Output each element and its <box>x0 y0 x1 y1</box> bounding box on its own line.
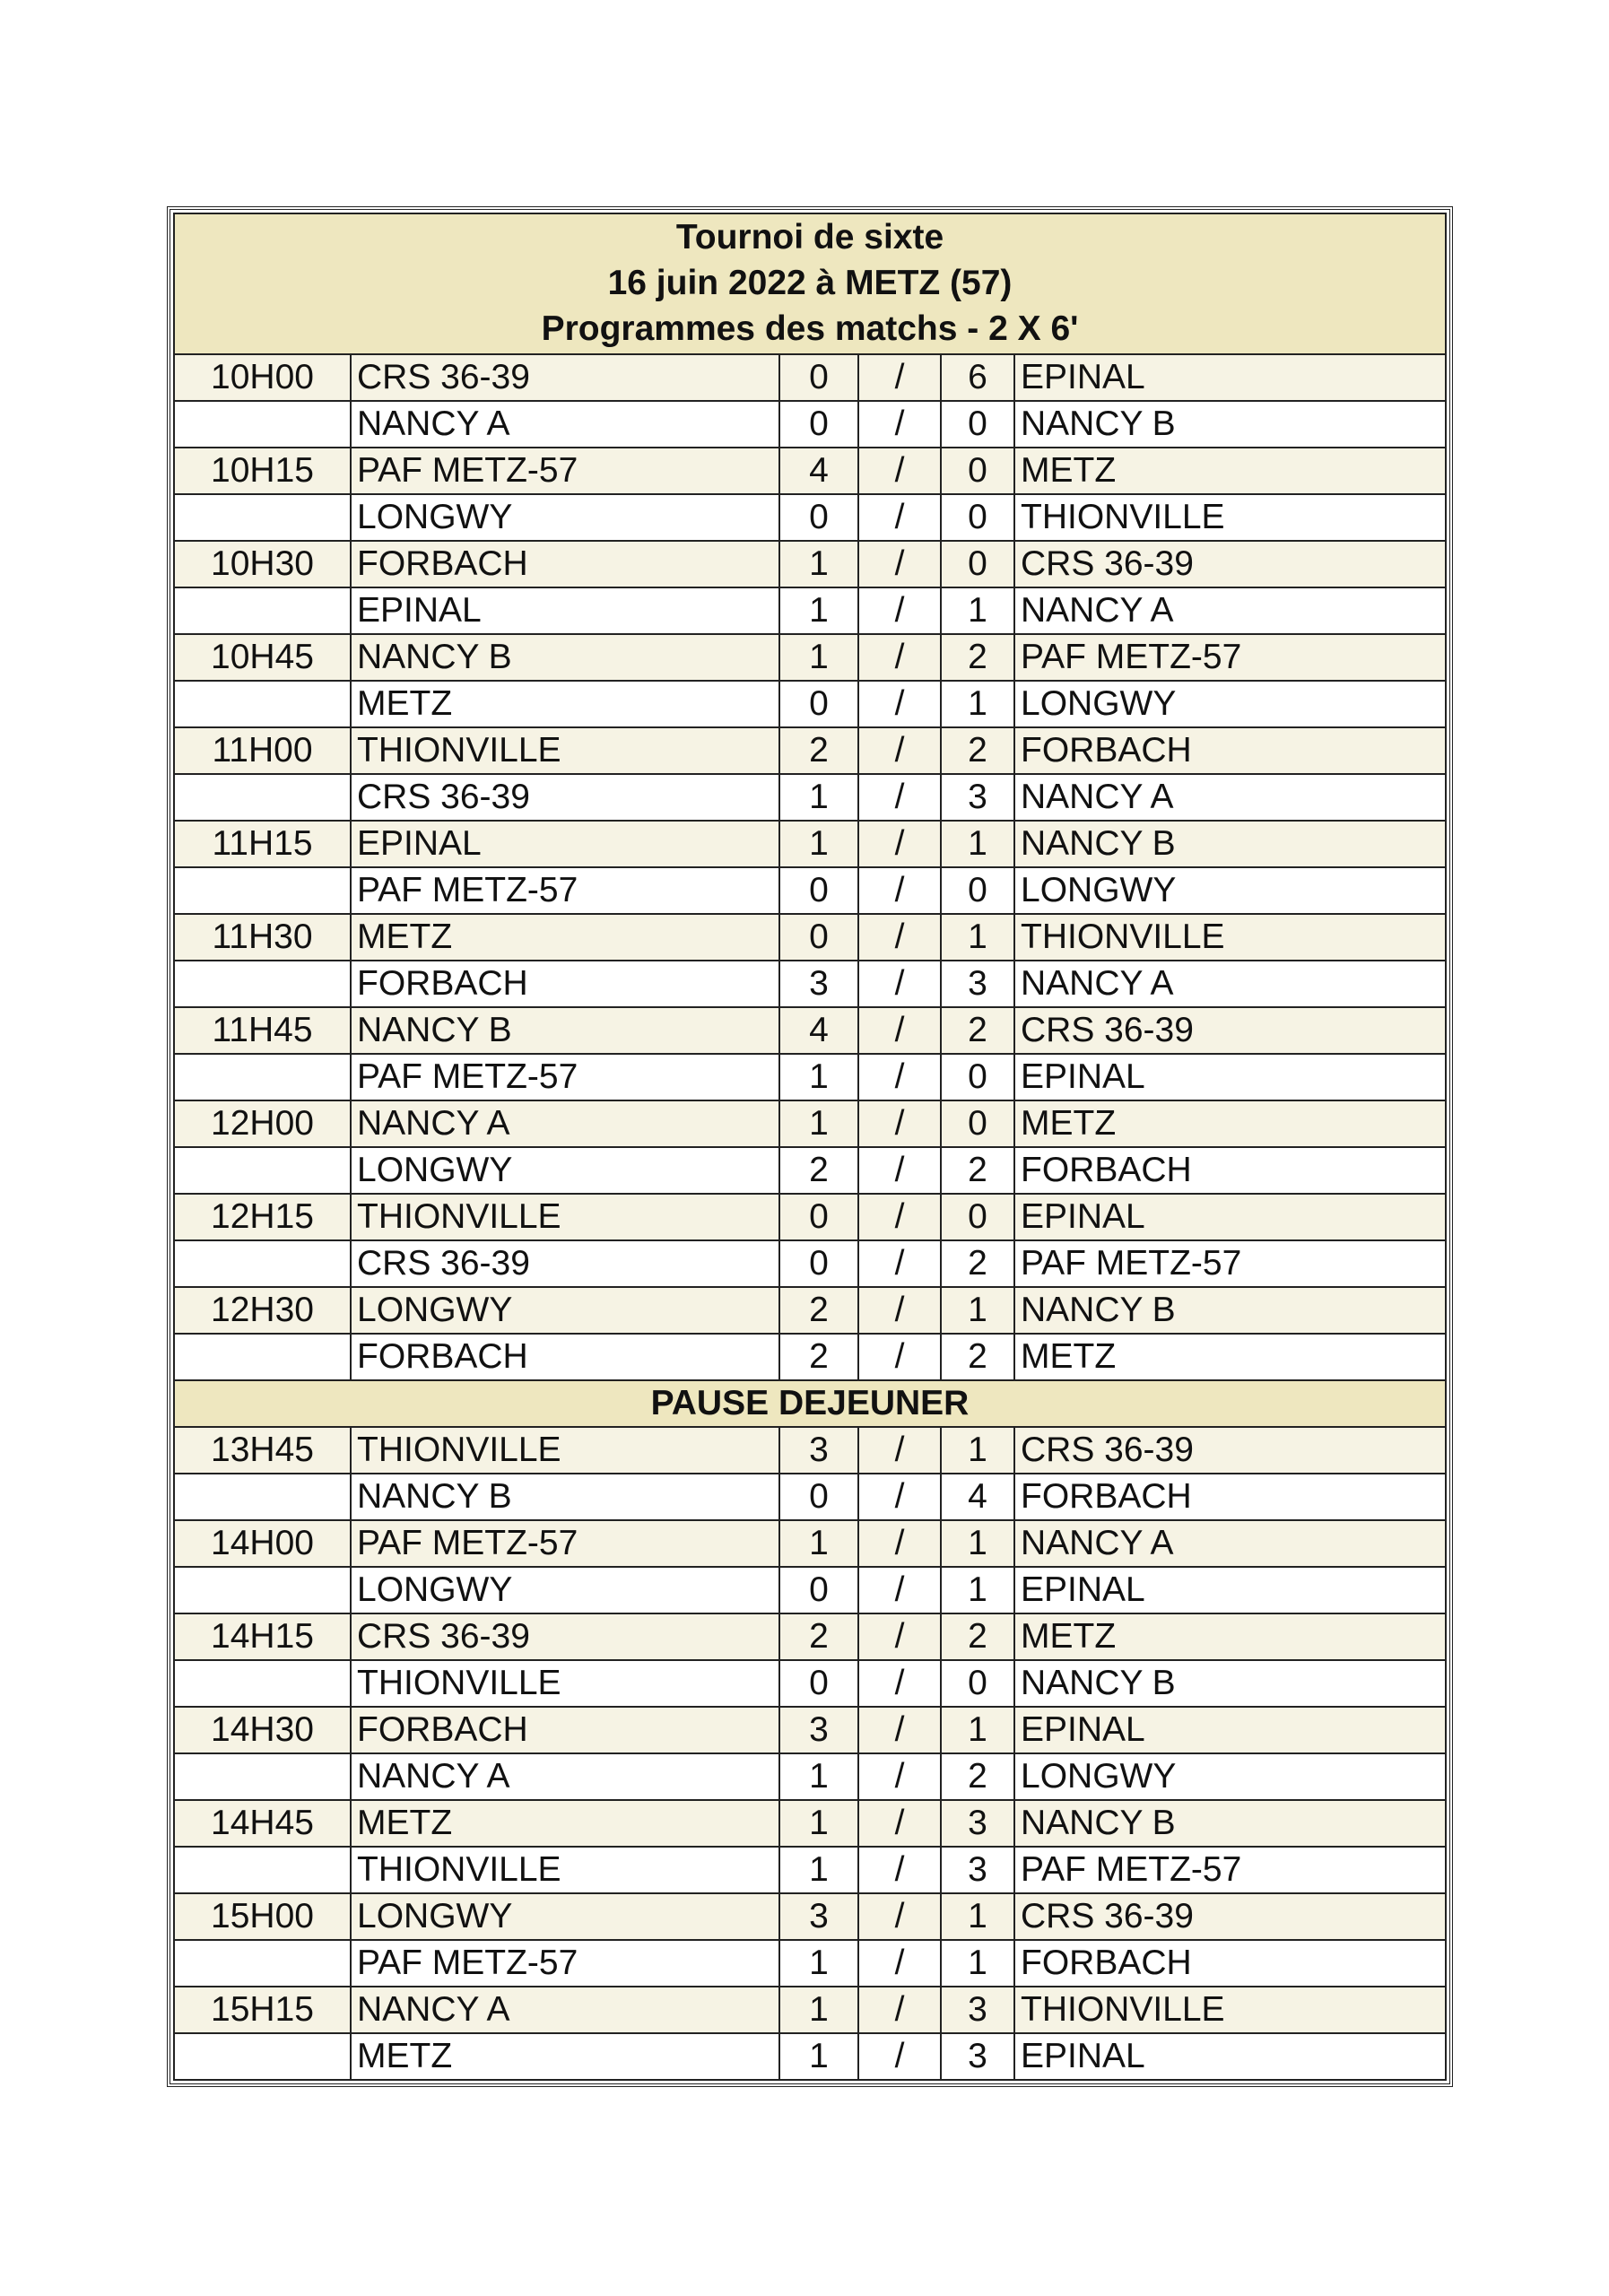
table-row <box>174 1100 1446 1147</box>
home-score: 0 <box>779 1474 858 1520</box>
away-score: 1 <box>941 821 1014 867</box>
table-row <box>174 587 1446 634</box>
home-score: 0 <box>779 354 858 401</box>
match-time: 14H15 <box>174 1613 351 1660</box>
table-row <box>174 1800 1446 1847</box>
score-separator: / <box>858 587 941 634</box>
away-team: THIONVILLE <box>1014 914 1446 961</box>
score-separator: / <box>858 1567 941 1613</box>
score-separator: / <box>858 1427 941 1474</box>
score-separator: / <box>858 774 941 821</box>
match-time: 10H15 <box>174 448 351 494</box>
away-team: CRS 36-39 <box>1014 541 1446 587</box>
home-score: 2 <box>779 727 858 774</box>
away-team: EPINAL <box>1014 1194 1446 1240</box>
home-score: 0 <box>779 494 858 541</box>
score-separator: / <box>858 961 941 1007</box>
table-row <box>174 2033 1446 2080</box>
home-score: 1 <box>779 1987 858 2033</box>
table-header <box>174 213 1446 354</box>
score-separator: / <box>858 821 941 867</box>
home-team: FORBACH <box>351 1707 779 1753</box>
home-score: 0 <box>779 681 858 727</box>
away-score: 2 <box>941 727 1014 774</box>
score-separator: / <box>858 541 941 587</box>
away-score: 1 <box>941 914 1014 961</box>
table-row <box>174 541 1446 587</box>
home-score: 0 <box>779 401 858 448</box>
home-team: FORBACH <box>351 541 779 587</box>
table-row <box>174 1474 1446 1520</box>
score-separator: / <box>858 448 941 494</box>
match-time: 13H45 <box>174 1427 351 1474</box>
match-time: 10H00 <box>174 354 351 401</box>
match-time: 15H15 <box>174 1987 351 2033</box>
away-score: 0 <box>941 1100 1014 1147</box>
away-team: EPINAL <box>1014 1054 1446 1100</box>
away-score: 4 <box>941 1474 1014 1520</box>
away-score: 0 <box>941 448 1014 494</box>
away-team: CRS 36-39 <box>1014 1007 1446 1054</box>
home-score: 1 <box>779 541 858 587</box>
away-team: NANCY B <box>1014 821 1446 867</box>
away-score: 1 <box>941 1893 1014 1940</box>
score-separator: / <box>858 1987 941 2033</box>
table-row <box>174 681 1446 727</box>
away-score: 2 <box>941 1147 1014 1194</box>
home-team: NANCY B <box>351 1007 779 1054</box>
pause-label: PAUSE DEJEUNER <box>174 1380 1446 1427</box>
away-team: NANCY B <box>1014 1800 1446 1847</box>
home-team: LONGWY <box>351 1147 779 1194</box>
home-score: 1 <box>779 1520 858 1567</box>
table-row <box>174 1987 1446 2033</box>
score-separator: / <box>858 1753 941 1800</box>
table-row <box>174 354 1446 401</box>
home-score: 3 <box>779 961 858 1007</box>
score-separator: / <box>858 681 941 727</box>
score-separator: / <box>858 1147 941 1194</box>
score-separator: / <box>858 1007 941 1054</box>
away-score: 2 <box>941 1613 1014 1660</box>
away-team: NANCY B <box>1014 1660 1446 1707</box>
away-team: LONGWY <box>1014 867 1446 914</box>
away-team: CRS 36-39 <box>1014 1893 1446 1940</box>
home-team: FORBACH <box>351 1334 779 1380</box>
away-score: 1 <box>941 587 1014 634</box>
schedule-sheet <box>167 206 1453 2087</box>
home-team: EPINAL <box>351 821 779 867</box>
away-score: 1 <box>941 1520 1014 1567</box>
away-score: 1 <box>941 681 1014 727</box>
table-row <box>174 1660 1446 1707</box>
home-team: NANCY A <box>351 1987 779 2033</box>
home-score: 0 <box>779 1567 858 1613</box>
away-team: METZ <box>1014 1100 1446 1147</box>
score-separator: / <box>858 2033 941 2080</box>
away-team: PAF METZ-57 <box>1014 1240 1446 1287</box>
match-time: 11H15 <box>174 821 351 867</box>
match-time: 15H00 <box>174 1893 351 1940</box>
match-schedule-table <box>173 213 1447 2081</box>
table-row <box>174 1334 1446 1380</box>
home-score: 1 <box>779 1753 858 1800</box>
away-team: FORBACH <box>1014 1940 1446 1987</box>
table-row <box>174 1240 1446 1287</box>
home-score: 4 <box>779 1007 858 1054</box>
score-separator: / <box>858 1474 941 1520</box>
table-row <box>174 1194 1446 1240</box>
away-team: LONGWY <box>1014 681 1446 727</box>
away-score: 3 <box>941 1987 1014 2033</box>
away-team: PAF METZ-57 <box>1014 1847 1446 1893</box>
away-team: NANCY A <box>1014 587 1446 634</box>
match-time <box>174 1334 351 1380</box>
match-time <box>174 961 351 1007</box>
away-team: NANCY A <box>1014 774 1446 821</box>
score-separator: / <box>858 1054 941 1100</box>
table-row <box>174 1427 1446 1474</box>
table-row <box>174 1520 1446 1567</box>
home-team: METZ <box>351 681 779 727</box>
match-time: 14H00 <box>174 1520 351 1567</box>
away-team: FORBACH <box>1014 1474 1446 1520</box>
home-score: 3 <box>779 1893 858 1940</box>
away-score: 3 <box>941 1800 1014 1847</box>
score-separator: / <box>858 1194 941 1240</box>
home-team: METZ <box>351 1800 779 1847</box>
score-separator: / <box>858 1707 941 1753</box>
away-team: PAF METZ-57 <box>1014 634 1446 681</box>
away-team: NANCY B <box>1014 401 1446 448</box>
table-row <box>174 914 1446 961</box>
away-score: 3 <box>941 2033 1014 2080</box>
match-time: 11H00 <box>174 727 351 774</box>
match-time: 10H30 <box>174 541 351 587</box>
home-team: NANCY B <box>351 634 779 681</box>
home-team: CRS 36-39 <box>351 1613 779 1660</box>
table-row <box>174 1753 1446 1800</box>
home-team: LONGWY <box>351 1567 779 1613</box>
table-row <box>174 867 1446 914</box>
score-separator: / <box>858 1613 941 1660</box>
match-time: 10H45 <box>174 634 351 681</box>
home-score: 1 <box>779 1054 858 1100</box>
home-score: 1 <box>779 2033 858 2080</box>
away-team: EPINAL <box>1014 354 1446 401</box>
match-time <box>174 2033 351 2080</box>
away-team: THIONVILLE <box>1014 494 1446 541</box>
match-time <box>174 1567 351 1613</box>
table-row <box>174 1007 1446 1054</box>
home-score: 1 <box>779 634 858 681</box>
home-team: CRS 36-39 <box>351 774 779 821</box>
home-team: PAF METZ-57 <box>351 1054 779 1100</box>
home-team: THIONVILLE <box>351 1194 779 1240</box>
away-team: NANCY A <box>1014 961 1446 1007</box>
match-time <box>174 1847 351 1893</box>
score-separator: / <box>858 1240 941 1287</box>
match-time <box>174 587 351 634</box>
away-team: METZ <box>1014 1613 1446 1660</box>
home-score: 0 <box>779 1660 858 1707</box>
away-score: 0 <box>941 1054 1014 1100</box>
away-team: NANCY B <box>1014 1287 1446 1334</box>
match-time <box>174 1753 351 1800</box>
match-time <box>174 494 351 541</box>
away-score: 1 <box>941 1940 1014 1987</box>
home-team: NANCY A <box>351 1100 779 1147</box>
away-team: THIONVILLE <box>1014 1987 1446 2033</box>
match-time: 11H45 <box>174 1007 351 1054</box>
table-row <box>174 1287 1446 1334</box>
score-separator: / <box>858 867 941 914</box>
table-row <box>174 1893 1446 1940</box>
match-time <box>174 1054 351 1100</box>
score-separator: / <box>858 1847 941 1893</box>
match-time: 12H15 <box>174 1194 351 1240</box>
home-score: 0 <box>779 1194 858 1240</box>
match-time: 14H30 <box>174 1707 351 1753</box>
pause-row <box>174 1380 1446 1427</box>
away-team: METZ <box>1014 448 1446 494</box>
match-time: 12H00 <box>174 1100 351 1147</box>
home-team: THIONVILLE <box>351 1660 779 1707</box>
match-time <box>174 681 351 727</box>
home-score: 2 <box>779 1334 858 1380</box>
away-score: 0 <box>941 1194 1014 1240</box>
away-score: 0 <box>941 494 1014 541</box>
away-score: 3 <box>941 1847 1014 1893</box>
home-team: NANCY A <box>351 401 779 448</box>
away-score: 3 <box>941 774 1014 821</box>
away-score: 2 <box>941 1334 1014 1380</box>
away-score: 0 <box>941 1660 1014 1707</box>
home-score: 4 <box>779 448 858 494</box>
home-score: 1 <box>779 1940 858 1987</box>
score-separator: / <box>858 1287 941 1334</box>
score-separator: / <box>858 401 941 448</box>
away-score: 1 <box>941 1287 1014 1334</box>
home-team: LONGWY <box>351 1893 779 1940</box>
match-time <box>174 774 351 821</box>
away-team: NANCY A <box>1014 1520 1446 1567</box>
home-score: 2 <box>779 1287 858 1334</box>
away-team: CRS 36-39 <box>1014 1427 1446 1474</box>
table-row <box>174 1054 1446 1100</box>
away-team: METZ <box>1014 1334 1446 1380</box>
table-row <box>174 494 1446 541</box>
match-time <box>174 1147 351 1194</box>
score-separator: / <box>858 1334 941 1380</box>
home-score: 0 <box>779 867 858 914</box>
score-separator: / <box>858 1520 941 1567</box>
home-team: FORBACH <box>351 961 779 1007</box>
match-time <box>174 867 351 914</box>
home-team: CRS 36-39 <box>351 354 779 401</box>
home-score: 2 <box>779 1147 858 1194</box>
table-row <box>174 1940 1446 1987</box>
away-score: 2 <box>941 1753 1014 1800</box>
table-row <box>174 1147 1446 1194</box>
table-row <box>174 1613 1446 1660</box>
home-score: 1 <box>779 587 858 634</box>
table-row <box>174 401 1446 448</box>
match-time: 14H45 <box>174 1800 351 1847</box>
away-score: 2 <box>941 1007 1014 1054</box>
away-score: 0 <box>941 401 1014 448</box>
home-score: 1 <box>779 774 858 821</box>
home-team: LONGWY <box>351 1287 779 1334</box>
header-row <box>174 213 1446 354</box>
home-score: 1 <box>779 821 858 867</box>
away-team: LONGWY <box>1014 1753 1446 1800</box>
score-separator: / <box>858 494 941 541</box>
score-separator: / <box>858 354 941 401</box>
away-team: EPINAL <box>1014 1567 1446 1613</box>
score-separator: / <box>858 1940 941 1987</box>
table-row <box>174 774 1446 821</box>
table-row <box>174 961 1446 1007</box>
away-score: 3 <box>941 961 1014 1007</box>
home-score: 1 <box>779 1847 858 1893</box>
table-row <box>174 448 1446 494</box>
home-team: PAF METZ-57 <box>351 1940 779 1987</box>
home-score: 1 <box>779 1100 858 1147</box>
schedule-body <box>174 213 1446 2080</box>
score-separator: / <box>858 727 941 774</box>
home-team: CRS 36-39 <box>351 1240 779 1287</box>
home-team: METZ <box>351 914 779 961</box>
home-team: PAF METZ-57 <box>351 867 779 914</box>
away-team: FORBACH <box>1014 1147 1446 1194</box>
home-team: THIONVILLE <box>351 1427 779 1474</box>
table-row <box>174 821 1446 867</box>
away-score: 2 <box>941 634 1014 681</box>
home-team: PAF METZ-57 <box>351 448 779 494</box>
match-time: 12H30 <box>174 1287 351 1334</box>
table-row <box>174 727 1446 774</box>
home-team: METZ <box>351 2033 779 2080</box>
away-score: 6 <box>941 354 1014 401</box>
score-separator: / <box>858 1100 941 1147</box>
home-team: THIONVILLE <box>351 1847 779 1893</box>
away-score: 2 <box>941 1240 1014 1287</box>
home-score: 3 <box>779 1707 858 1753</box>
away-team: FORBACH <box>1014 727 1446 774</box>
home-score: 2 <box>779 1613 858 1660</box>
home-score: 3 <box>779 1427 858 1474</box>
away-score: 1 <box>941 1707 1014 1753</box>
home-score: 1 <box>779 1800 858 1847</box>
away-score: 1 <box>941 1427 1014 1474</box>
score-separator: / <box>858 1660 941 1707</box>
home-team: LONGWY <box>351 494 779 541</box>
home-team: NANCY A <box>351 1753 779 1800</box>
match-time <box>174 1940 351 1987</box>
match-time: 11H30 <box>174 914 351 961</box>
table-row <box>174 1567 1446 1613</box>
away-team: EPINAL <box>1014 1707 1446 1753</box>
table-row <box>174 1847 1446 1893</box>
tournament-date-location: 16 juin 2022 à METZ (57) <box>607 264 1013 302</box>
score-separator: / <box>858 1893 941 1940</box>
score-separator: / <box>858 634 941 681</box>
away-score: 0 <box>941 867 1014 914</box>
home-team: PAF METZ-57 <box>351 1520 779 1567</box>
away-score: 0 <box>941 541 1014 587</box>
match-time <box>174 1660 351 1707</box>
home-team: NANCY B <box>351 1474 779 1520</box>
match-time <box>174 1474 351 1520</box>
tournament-title: Tournoi de sixte <box>675 218 944 257</box>
table-row <box>174 634 1446 681</box>
home-score: 0 <box>779 1240 858 1287</box>
match-time <box>174 1240 351 1287</box>
home-team: THIONVILLE <box>351 727 779 774</box>
score-separator: / <box>858 1800 941 1847</box>
table-row <box>174 1707 1446 1753</box>
score-separator: / <box>858 914 941 961</box>
away-team: EPINAL <box>1014 2033 1446 2080</box>
home-team: EPINAL <box>351 587 779 634</box>
match-time <box>174 401 351 448</box>
program-subtitle: Programmes des matchs - 2 X 6' <box>541 309 1079 348</box>
home-score: 0 <box>779 914 858 961</box>
away-score: 1 <box>941 1567 1014 1613</box>
